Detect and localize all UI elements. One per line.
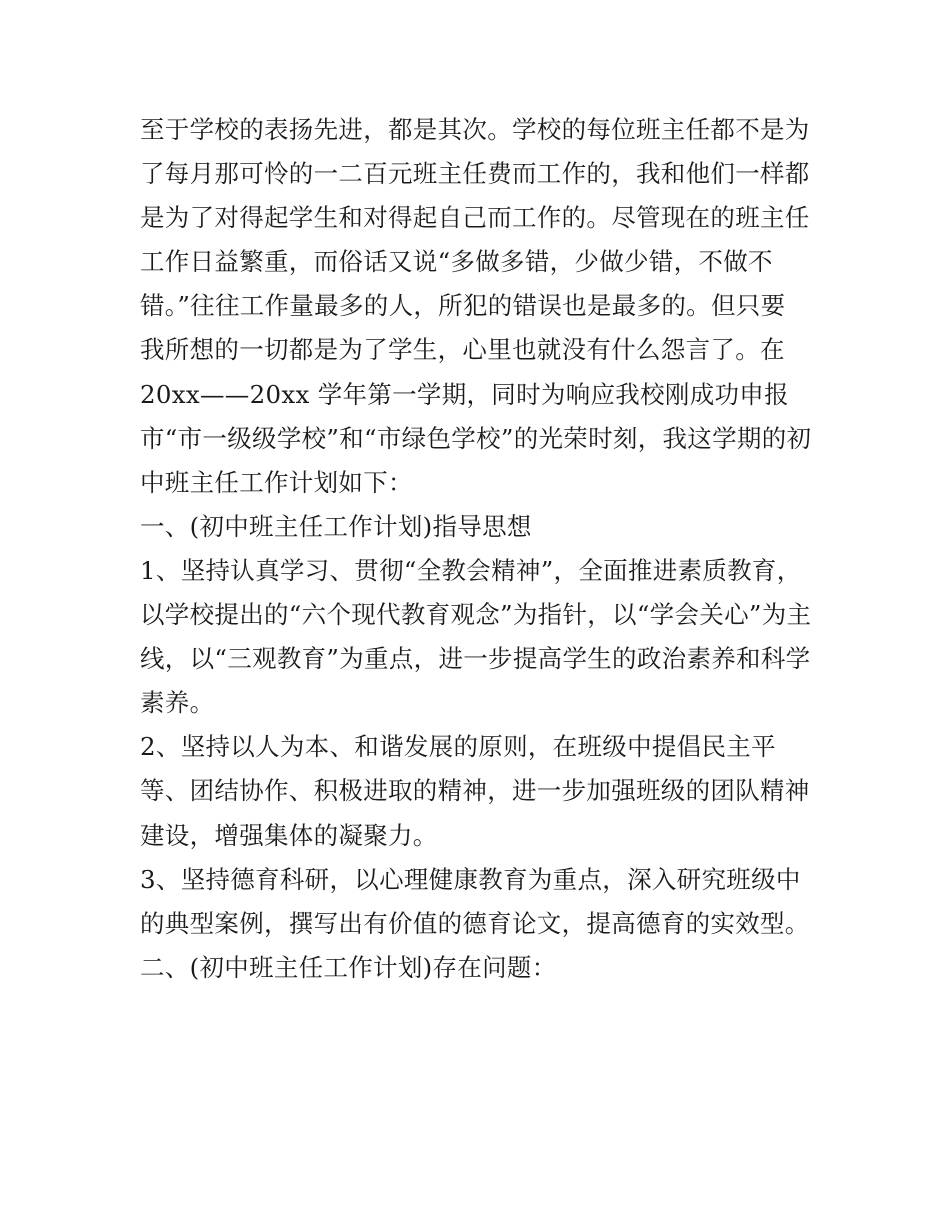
text-line: 错。”往往工作量最多的人，所犯的错误也是最多的。但只要 bbox=[140, 291, 786, 321]
text-line: 是为了对得起学生和对得起自己而工作的。尽管现在的班主任 bbox=[140, 203, 810, 233]
list-item-3: 3、坚持德育科研，以心理健康教育为重点，深入研究班级中 bbox=[140, 864, 801, 894]
body-text bbox=[140, 108, 820, 990]
text-line: 以学校提出的“六个现代教育观念”为指针，以“学会关心”为主 bbox=[140, 600, 812, 630]
text-line: 我所想的一切都是为了学生，心里也就没有什么怨言了。在 bbox=[140, 335, 785, 365]
section-heading-1: 一、(初中班主任工作计划)指导思想 bbox=[140, 511, 532, 541]
text-line: 中班主任工作计划如下： bbox=[140, 467, 413, 497]
text-line: 等、团结协作、积极进取的精神，进一步加强班级的团队精神 bbox=[140, 776, 810, 806]
text-line: 市“市一级级学校”和“市绿色学校”的光荣时刻，我这学期的初 bbox=[140, 423, 812, 453]
text-line: 20xx——20xx 学年第一学期，同时为响应我校刚成功申报 bbox=[140, 379, 789, 409]
text-line: 至于学校的表扬先进，都是其次。学校的每位班主任都不是为 bbox=[140, 115, 810, 144]
section-heading-2: 二、(初中班主任工作计划)存在问题： bbox=[140, 952, 557, 982]
text-line: 的典型案例，撰写出有价值的德育论文，提高德育的实效型。 bbox=[140, 908, 810, 938]
text-line: 了每月那可怜的一二百元班主任费而工作的，我和他们一样都 bbox=[140, 159, 810, 189]
text-line: 建设，增强集体的凝聚力。 bbox=[140, 820, 438, 850]
list-item-1: 1、坚持认真学习、贯彻“全教会精神”，全面推进素质教育， bbox=[140, 555, 802, 585]
list-item-2: 2、坚持以人为本、和谐发展的原则，在班级中提倡民主平 bbox=[140, 732, 776, 762]
text-line: 线，以“三观教育”为重点，进一步提高学生的政治素养和科学 bbox=[140, 644, 811, 674]
text-line: 工作日益繁重，而俗话又说“多做多错，少做少错，不做不 bbox=[140, 247, 773, 277]
text-line: 素养。 bbox=[140, 688, 215, 718]
